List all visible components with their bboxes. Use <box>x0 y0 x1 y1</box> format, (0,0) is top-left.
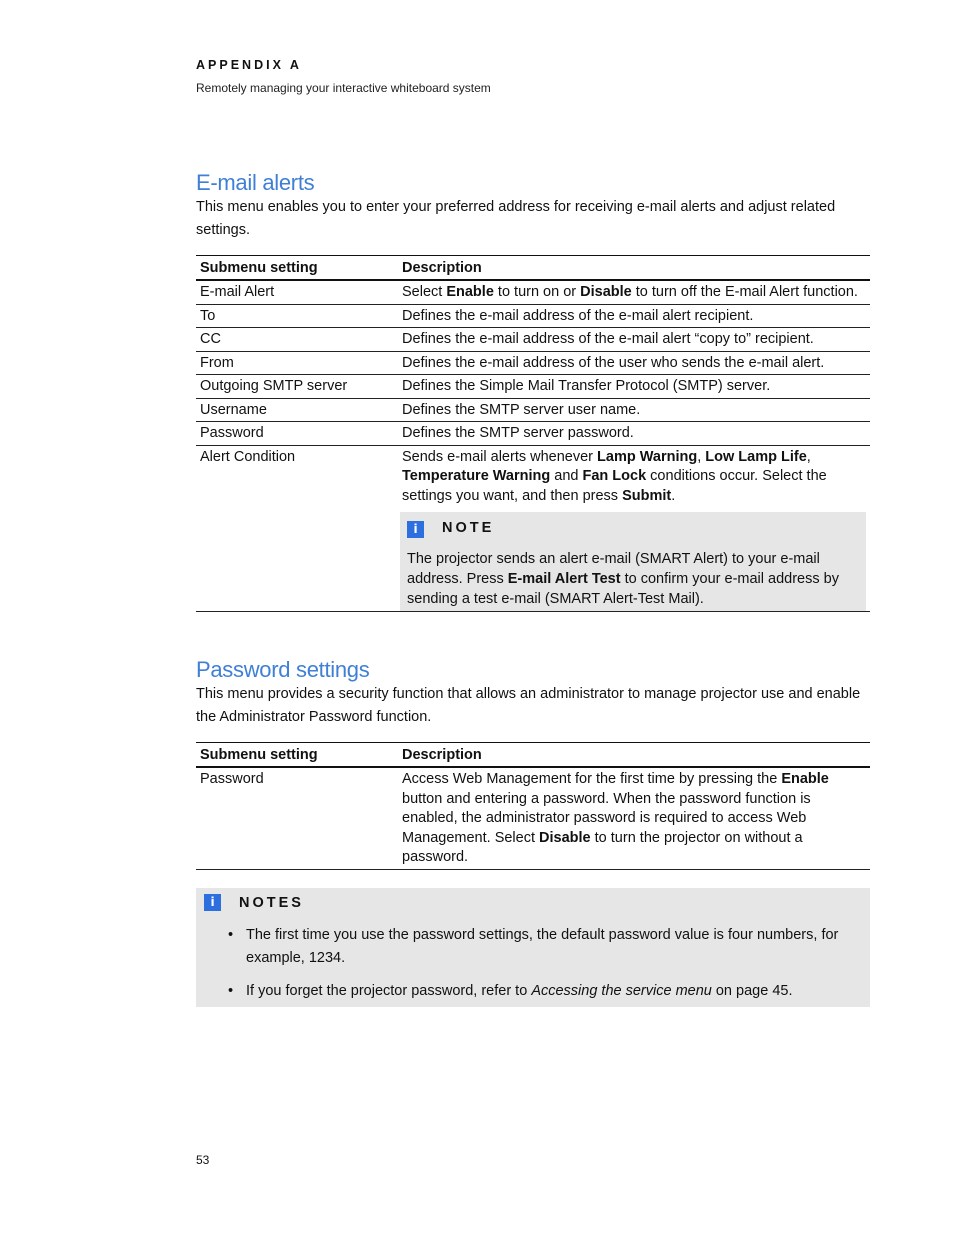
table-row <box>196 328 870 352</box>
note-title: NOTE <box>442 520 495 537</box>
cross-reference-link-text: Accessing the service menu <box>531 983 712 999</box>
setting-description: Defines the e-mail address of the e-mail alert “copy to” recipient. <box>398 328 870 352</box>
note-box <box>400 512 866 611</box>
setting-description: Defines the SMTP server password. <box>398 422 870 446</box>
table-header-row <box>196 256 870 281</box>
table-row <box>196 398 870 422</box>
email-settings-table <box>196 255 870 612</box>
appendix-label: APPENDIX A <box>196 58 302 72</box>
notes-box <box>196 888 870 1007</box>
section-title-password-settings: Password settings <box>196 657 370 682</box>
setting-description: Access Web Management for the first time by pressing the Enable button and entering a password. When the password function is enabled, the administrator password is required to access Web Management. Select Disable to turn the projector on without a password. <box>398 767 870 869</box>
column-header-description: Description <box>398 256 870 281</box>
running-header: Remotely managing your interactive whiteboard system <box>196 81 491 95</box>
section-title-email-alerts: E-mail alerts <box>196 170 315 195</box>
table-row <box>196 280 870 304</box>
setting-name: Outgoing SMTP server <box>196 375 398 399</box>
setting-description: Defines the e-mail address of the user who sends the e-mail alert. <box>398 351 870 375</box>
table-row <box>196 767 870 869</box>
setting-name: E-mail Alert <box>196 280 398 304</box>
table-row <box>196 304 870 328</box>
setting-name: Password <box>196 767 398 869</box>
setting-name: Password <box>196 422 398 446</box>
notes-title: NOTES <box>239 894 304 911</box>
note-text: The projector sends an alert e-mail (SMART Alert) to your e-mail address. Press E-mail Alert Test to confirm your e-mail address by sending a test e-mail (SMART Alert-Test Mail). <box>407 551 839 607</box>
table-row <box>196 445 870 612</box>
list-item: • If you forget the projector password, refer to Accessing the service menu on page 45. <box>246 980 866 1003</box>
notes-list <box>196 924 866 1013</box>
list-item: • The first time you use the password settings, the default password value is four numbers, for example, 1234. <box>246 924 866 970</box>
table-row <box>196 375 870 399</box>
table-row <box>196 422 870 446</box>
column-header-submenu: Submenu setting <box>196 743 398 768</box>
column-header-submenu: Submenu setting <box>196 256 398 281</box>
setting-name: To <box>196 304 398 328</box>
setting-name: From <box>196 351 398 375</box>
email-alerts-section <box>196 170 870 612</box>
note-header <box>407 518 858 540</box>
info-icon: i <box>204 894 221 911</box>
password-settings-table <box>196 742 870 870</box>
setting-name: Username <box>196 398 398 422</box>
password-settings-section <box>196 657 870 870</box>
setting-description: Defines the SMTP server user name. <box>398 398 870 422</box>
info-icon: i <box>407 521 424 538</box>
setting-description: Defines the e-mail address of the e-mail alert recipient. <box>398 304 870 328</box>
table-row <box>196 351 870 375</box>
table-header-row <box>196 743 870 768</box>
section-intro: This menu provides a security function that allows an administrator to manage projector use and enable the Administrator Password function. <box>196 686 861 725</box>
setting-description: Sends e-mail alerts whenever Lamp Warning, Low Lamp Life, Temperature Warning and Fan Lock conditions occur. Select the settings you want, and then press Submit. i NOTE The projector sends an alert e-mail (SMART Alert) to your e-mail address. Press E-mail Alert Test to confirm your e-mail address by sending a test e-mail (SMART Alert-Test Mail). <box>398 445 870 612</box>
section-intro: This menu enables you to enter your preferred address for receiving e-mail alerts and adjust related settings. <box>196 199 836 238</box>
notes-header <box>204 894 304 911</box>
column-header-description: Description <box>398 743 870 768</box>
setting-description: Select Enable to turn on or Disable to turn off the E-mail Alert function. <box>398 280 870 304</box>
setting-description: Defines the Simple Mail Transfer Protocol (SMTP) server. <box>398 375 870 399</box>
setting-name: CC <box>196 328 398 352</box>
page-number: 53 <box>196 1153 210 1167</box>
setting-name: Alert Condition <box>196 445 398 612</box>
